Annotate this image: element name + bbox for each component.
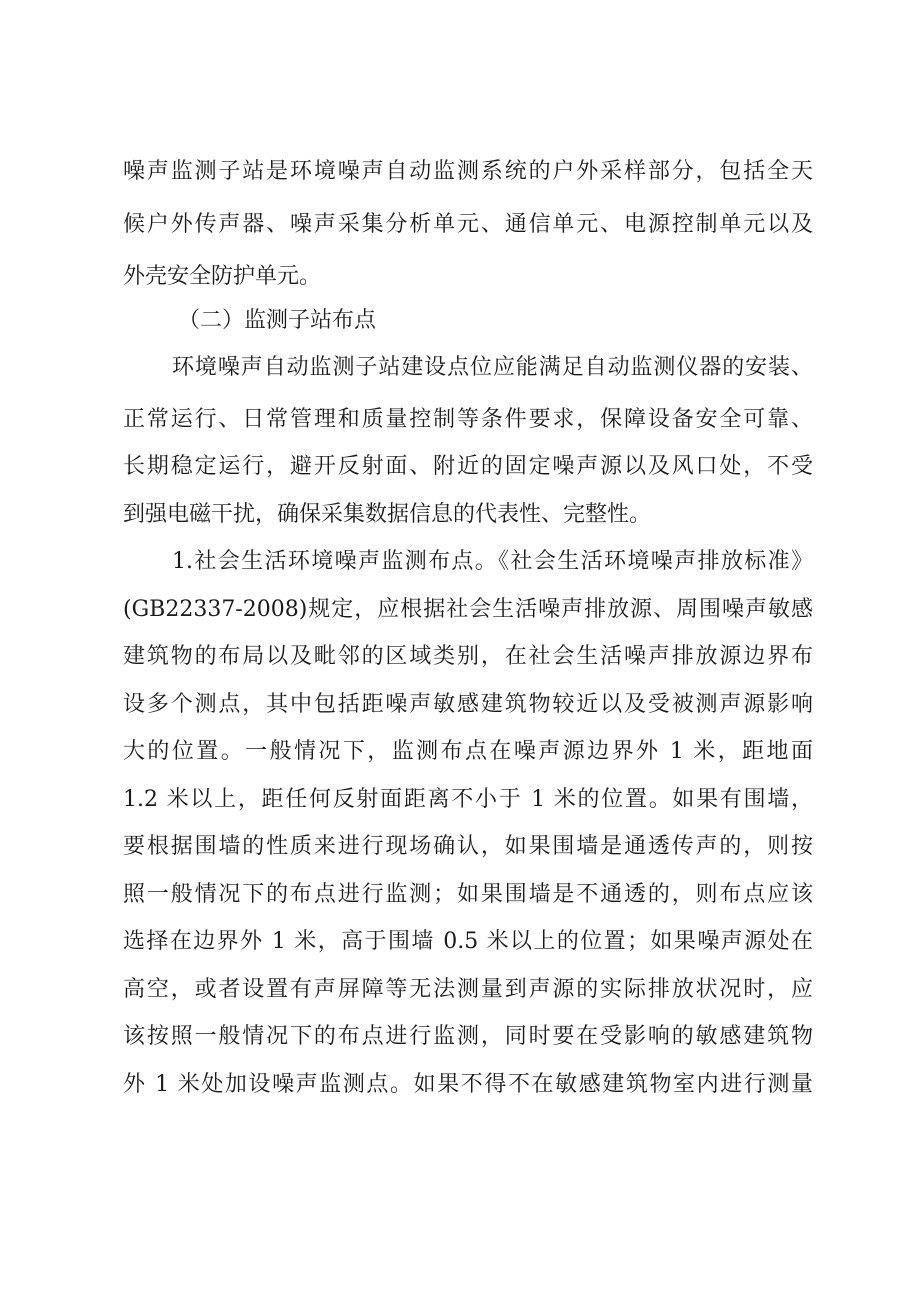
- text-line: 建筑物的布局以及毗邻的区域类别，在社会生活噪声排放源边界布: [123, 644, 813, 669]
- text-line: 要根据围墙的性质来进行现场确认，如果围墙是通透传声的，则按: [123, 834, 813, 859]
- text-line: 长期稳定运行，避开反射面、附近的固定噪声源以及风口处，不受: [123, 454, 813, 479]
- text-line: 外壳安全防护单元。: [123, 264, 322, 289]
- text-line: (GB22337-2008)规定，应根据社会生活噪声排放源、周围噪声敏感: [123, 597, 813, 622]
- text-line: 到强电磁干扰，确保采集数据信息的代表性、完整性。: [123, 502, 652, 527]
- text-line: 选择在边界外 1 米，高于围墙 0.5 米以上的位置；如果噪声源处在: [123, 929, 813, 954]
- text-line: 高空，或者设置有声屏障等无法测量到声源的实际排放状况时，应: [123, 977, 813, 1002]
- section-heading: （二）监测子站布点: [178, 308, 377, 333]
- text-line: 大的位置。一般情况下，监测布点在噪声源边界外 1 米，距地面: [123, 739, 813, 764]
- text-line: 正常运行、日常管理和质量控制等条件要求，保障设备安全可靠、: [123, 407, 813, 432]
- text-line: 1.2 米以上，距任何反射面距离不小于 1 米的位置。如果有围墙，: [123, 787, 813, 812]
- text-line: 噪声监测子站是环境噪声自动监测系统的户外采样部分，包括全天: [123, 159, 813, 184]
- text-line: 1.社会生活环境噪声监测布点。《社会生活环境噪声排放标准》: [172, 549, 813, 574]
- text-line: 外 1 米处加设噪声监测点。如果不得不在敏感建筑物室内进行测量: [123, 1072, 813, 1097]
- text-line: 照一般情况下的布点进行监测；如果围墙是不通透的，则布点应该: [123, 882, 813, 907]
- text-line: 候户外传声器、噪声采集分析单元、通信单元、电源控制单元以及: [123, 212, 813, 237]
- text-line: 该按照一般情况下的布点进行监测，同时要在受影响的敏感建筑物: [123, 1024, 813, 1049]
- text-line: 设多个测点，其中包括距噪声敏感建筑物较近以及受被测声源影响: [123, 692, 813, 717]
- text-line: 环境噪声自动监测子站建设点位应能满足自动监测仪器的安装、: [172, 355, 813, 380]
